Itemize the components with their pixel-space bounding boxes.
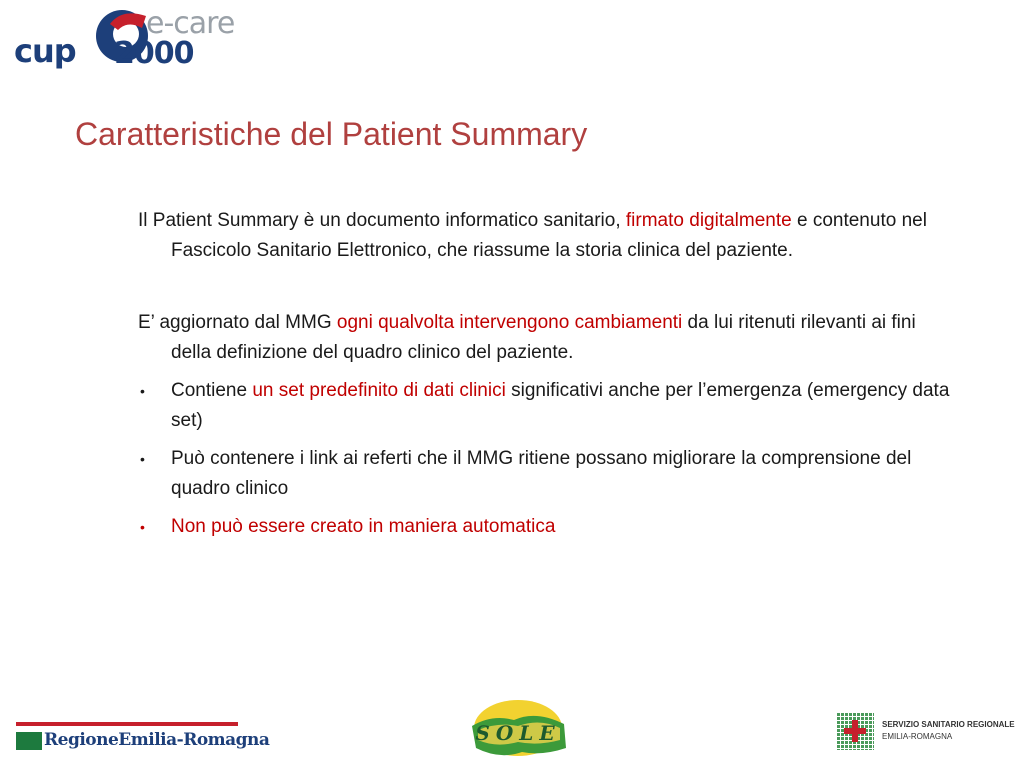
regione-emilia-romagna-logo	[16, 722, 270, 758]
ssr-line1: SERVIZIO SANITARIO REGIONALE	[882, 720, 1015, 729]
sole-emblem-icon	[462, 696, 574, 764]
b1-text-end: significativi anche per l’emergenza (emergency data set)	[171, 380, 950, 431]
p1-text: Il Patient Summary è un documento informatico sanitario,	[138, 210, 626, 231]
regione-text: RegioneEmilia-Romagna	[44, 730, 270, 750]
logo-cup-text: cup	[14, 32, 76, 70]
p1-highlight: firmato digitalmente	[625, 210, 792, 231]
sole-text: SOLE	[475, 721, 561, 745]
servizio-sanitario-logo	[836, 712, 1016, 752]
logo-2000-text: 2000	[114, 36, 194, 71]
p2-highlight: ogni qualvolta intervengono cambiamenti	[336, 312, 683, 333]
bullet-dot-icon: •	[140, 519, 145, 535]
logo-ecare-text: e-care	[146, 6, 235, 41]
bullet-dot-icon: •	[140, 451, 145, 467]
ssr-cross-icon	[852, 720, 858, 742]
regione-red-bar	[16, 722, 238, 726]
bullet-dot-icon: •	[140, 383, 145, 399]
b1-text: Contiene	[171, 380, 253, 401]
paragraph-definition	[138, 206, 958, 266]
p1-text-end: e contenuto nel Fascicolo Sanitario Elettronico, che riassume la storia clinica del paziente.	[171, 210, 927, 261]
b2-text: Può contenere i link ai referti che il MMG ritiene possano migliorare la comprensione del quadro clinico	[171, 448, 912, 499]
cup2000-ecare-logo	[14, 6, 254, 72]
bullet-item	[138, 444, 958, 504]
slide-body	[138, 206, 958, 542]
paragraph-update	[138, 308, 958, 368]
bullet-item	[138, 376, 958, 436]
b3-text: Non può essere creato in maniera automatica	[171, 516, 556, 537]
regione-flag-icon	[16, 732, 42, 750]
b1-highlight: un set predefinito di dati clinici	[252, 380, 506, 401]
sole-logo	[462, 696, 574, 764]
p2-text-end: da lui ritenuti rilevanti ai fini della definizione del quadro clinico del paziente.	[171, 312, 916, 363]
bullet-item	[138, 512, 958, 542]
p2-text: E’ aggiornato dal MMG	[138, 312, 337, 333]
slide-title: Caratteristiche del Patient Summary	[75, 116, 588, 152]
ssr-line2: EMILIA-ROMAGNA	[882, 732, 953, 741]
